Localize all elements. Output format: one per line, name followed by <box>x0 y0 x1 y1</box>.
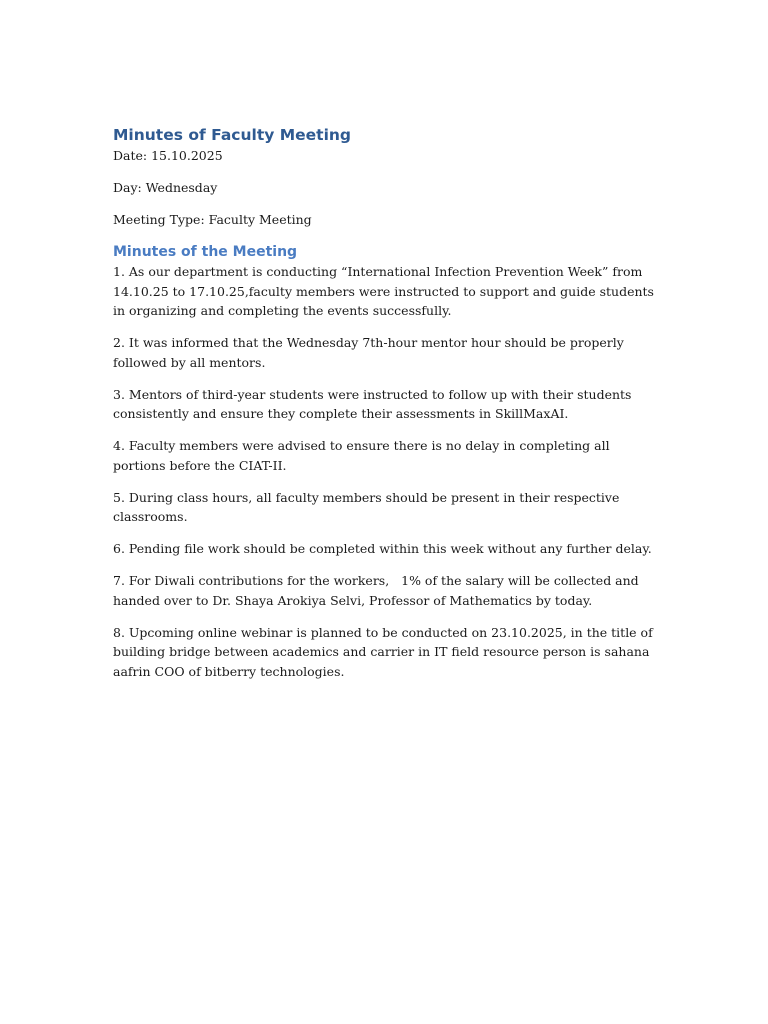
minutes-item-2: 2. It was informed that the Wednesday 7th-hour mentor hour should be properly followed by all mentors. <box>113 335 624 370</box>
minutes-item-1: 1. As our department is conducting “International Infection Prevention Week” from 14.10.25 to 17.10.25,faculty members were instructed to support and guide students in organizing and completing the events successfully. <box>113 264 654 318</box>
meeting-type: Meeting Type: Faculty Meeting <box>113 212 312 227</box>
minutes-item-5: 5. During class hours, all faculty members should be present in their respective classrooms. <box>113 489 620 524</box>
document-title: Minutes of Faculty Meeting <box>113 126 352 144</box>
document-page <box>113 124 658 694</box>
minutes-item-6: 6. Pending file work should be completed within this week without any further delay. <box>113 541 652 556</box>
minutes-item-8: 8. Upcoming online webinar is planned to be conducted on 23.10.2025, in the title of building bridge between academics and carrier in IT field resource person is sahana aafrin COO of bitberry technologies. <box>113 624 653 679</box>
minutes-item-3: 3. Mentors of third-year students were instructed to follow up with their students consistently and ensure they complete their assessments in SkillMaxAI. <box>113 386 632 421</box>
minutes-item-7: 7. For Diwali contributions for the workers, 1% of the salary will be collected and handed over to Dr. Shaya Arokiya Selvi, Professor of Mathematics by today. <box>113 573 639 608</box>
meeting-date: Date: 15.10.2025 <box>113 148 223 163</box>
section-heading: Minutes of the Meeting <box>113 244 298 260</box>
minutes-item-4: 4. Faculty members were advised to ensure there is no delay in completing all portions before the CIAT-II. <box>113 438 610 473</box>
meeting-day: Day: Wednesday <box>113 180 218 195</box>
